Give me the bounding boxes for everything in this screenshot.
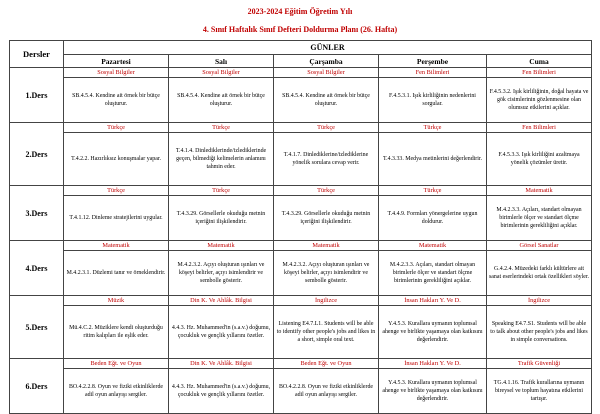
day-header-pazartesi: Pazartesi xyxy=(64,55,169,68)
gunler-header: GÜNLER xyxy=(64,41,592,55)
objective-text: TG.4.1.16. Trafik kurallarına uymanın bireysel ve toplum hayatına etkilerini tartışır. xyxy=(493,380,585,402)
objective-text: Speaking E4.7.S1. Students will be able to talk about other people's jobs and likes in simple conversations. xyxy=(490,321,588,343)
subject-name: Fen Bilimleri xyxy=(487,68,592,78)
objective-cell xyxy=(274,78,379,123)
lesson-row xyxy=(10,186,592,196)
lesson-content-row xyxy=(10,369,592,414)
objective-text: F.4.5.3.3. Işık kirliliğini azaltmaya yönelik çözümler üretir. xyxy=(498,152,580,166)
objective-cell xyxy=(274,133,379,186)
objective-cell xyxy=(64,306,169,359)
subject-name: İngilizce xyxy=(487,296,592,306)
subject-name: Sosyal Bilgiler xyxy=(274,68,379,78)
subject-name: Görsel Sanatlar xyxy=(487,241,592,251)
subject-name: Matematik xyxy=(487,186,592,196)
lesson-content-row xyxy=(10,306,592,359)
objective-cell xyxy=(379,251,487,296)
objective-text: M.4.2.3.2. Açıyı oluşturan ışınları ve köşeyi belirler, açıyı isimlendirir ve sembolle gösterir. xyxy=(177,262,265,284)
objective-cell xyxy=(379,78,487,123)
subject-name: Fen Bilimleri xyxy=(487,123,592,133)
objective-text: M.4.2.3.2. Açıyı oluşturan ışınları ve köşeyi belirler, açıyı isimlendirir ve sembolle gösterir. xyxy=(282,262,370,284)
objective-text: T.4.1.7. Dinlediklerine/izlediklerine yönelik sorulara cevap verir. xyxy=(283,152,369,166)
lesson-number-label: 2.Ders xyxy=(10,123,64,186)
lesson-row xyxy=(10,68,592,78)
objective-cell xyxy=(274,369,379,414)
objective-cell xyxy=(64,369,169,414)
subject-name: Matematik xyxy=(169,241,274,251)
objective-text: SB.4.5.4. Kendine ait örnek bir bütçe oluşturur. xyxy=(177,93,265,107)
objective-cell xyxy=(169,369,274,414)
subject-name: İnsan Hakları Y. Ve D. xyxy=(379,296,487,306)
day-header-carsamba: Çarşamba xyxy=(274,55,379,68)
weekly-plan-table xyxy=(9,40,592,414)
subject-name: Beden Eğt. ve Oyun xyxy=(64,359,169,369)
subject-name: Türkçe xyxy=(379,186,487,196)
objective-cell xyxy=(379,196,487,241)
lesson-row xyxy=(10,359,592,369)
objective-cell xyxy=(379,306,487,359)
objective-text: BO.4.2.2.8. Oyun ve fiziki etkinliklerde adil oyun anlayışı sergiler. xyxy=(68,384,164,398)
objective-text: Mü.4.C.2. Müziklere kendi oluşturduğu ritim kalıpları ile eşlik eder. xyxy=(69,325,163,339)
objective-text: M.4.2.3.1. Düzlemi tanır ve örneklendirir. xyxy=(66,270,166,276)
lesson-row xyxy=(10,241,592,251)
subject-name: Müzik xyxy=(64,296,169,306)
title-year: 2023-2024 Eğitim Öğretim Yılı xyxy=(247,7,353,16)
objective-text: T.4.3.33. Medya metinlerini değerlendirir. xyxy=(382,156,483,162)
plan-body xyxy=(10,68,592,414)
objective-cell xyxy=(169,306,274,359)
subject-name: Din K. Ve Ahlâk. Bilgisi xyxy=(169,296,274,306)
lesson-content-row xyxy=(10,196,592,241)
objective-cell xyxy=(64,196,169,241)
objective-cell xyxy=(487,306,592,359)
subject-name: Türkçe xyxy=(274,123,379,133)
title-plan: 4. Sınıf Haftalık Sınıf Defteri Doldurma Planı (26. Hafta) xyxy=(202,25,398,34)
objective-cell xyxy=(169,251,274,296)
objective-cell xyxy=(274,196,379,241)
objective-text: 4.4.3. Hz. Muhammed'in (s.a.v.) doğumu, çocukluk ve gençlik yıllarını özetler. xyxy=(171,325,271,339)
objective-text: BO.4.2.2.8. Oyun ve fiziki etkinliklerde adil oyun anlayışı sergiler. xyxy=(278,384,374,398)
objective-cell xyxy=(169,133,274,186)
day-header-sali: Salı xyxy=(169,55,274,68)
objective-text: Y.4.5.3. Kurallara uymanın toplumsal ahenge ve birlikte yaşamaya olan katkısını değerlendirir. xyxy=(382,321,483,343)
subject-name: Türkçe xyxy=(169,186,274,196)
objective-text: F.4.5.3.1. Işık kirliliğinin nedenlerini sorgular. xyxy=(389,93,476,107)
subject-name: Matematik xyxy=(274,241,379,251)
subject-name: Türkçe xyxy=(169,123,274,133)
objective-text: Listening E4.7.L1. Students will be able to identify other people's jobs and likes in a short, simple oral text. xyxy=(276,321,376,343)
objective-text: T.4.2.2. Hazırlıksız konuşmalar yapar. xyxy=(71,156,161,162)
subject-name: Trafik Güvenliği xyxy=(487,359,592,369)
objective-text: T.4.3.29. Görsellerle okuduğu metnin içeriğini ilişkilendirir. xyxy=(281,211,371,225)
objective-cell xyxy=(487,133,592,186)
objective-text: T.4.1.12. Dinleme stratejilerini uygular. xyxy=(69,215,163,221)
objective-cell xyxy=(487,369,592,414)
objective-cell xyxy=(64,251,169,296)
objective-text: M.4.2.3.3. Açıları, standart olmayan birimlerle ölçer ve standart ölçme birimlerinin gerekliliğini açıklar. xyxy=(389,262,476,284)
objective-cell xyxy=(169,196,274,241)
subject-name: Matematik xyxy=(64,241,169,251)
objective-text: G.4.2.4. Müzedeki farklı kültürlere ait sanat eserlerindeki ortak özellikleri söyler. xyxy=(489,266,589,280)
objective-text: SB.4.5.4. Kendine ait örnek bir bütçe oluşturur. xyxy=(72,93,160,107)
subject-name: Türkçe xyxy=(379,123,487,133)
day-header-cuma: Cuma xyxy=(487,55,592,68)
lesson-number-label: 3.Ders xyxy=(10,186,64,241)
subject-name: Din K. Ve Ahlâk. Bilgisi xyxy=(169,359,274,369)
objective-text: F.4.5.3.2. Işık kirliliğinin, doğal hayata ve gök cisimlerinin gözlenmesine olan olumsuz etkilerini açıklar. xyxy=(489,89,589,111)
objective-cell xyxy=(64,78,169,123)
lesson-row xyxy=(10,296,592,306)
objective-text: M.4.2.3.3. Açıları, standart olmayan birimlerle ölçer ve standart ölçme birimlerinin gerekliliğini açıklar. xyxy=(496,207,582,229)
subject-name: Fen Bilimleri xyxy=(379,68,487,78)
lesson-content-row xyxy=(10,251,592,296)
subject-name: Sosyal Bilgiler xyxy=(169,68,274,78)
objective-text: Y.4.5.3. Kurallara uymanın toplumsal ahenge ve birlikte yaşamaya olan katkısını değerlendirir. xyxy=(382,380,483,402)
lesson-content-row xyxy=(10,78,592,123)
lesson-number-label: 6.Ders xyxy=(10,359,64,414)
lesson-number-label: 1.Ders xyxy=(10,68,64,123)
objective-cell xyxy=(274,251,379,296)
subject-name: Türkçe xyxy=(64,186,169,196)
subject-name: Türkçe xyxy=(64,123,169,133)
lesson-row xyxy=(10,123,592,133)
dersler-header: Dersler xyxy=(10,41,64,68)
objective-cell xyxy=(487,78,592,123)
subject-name: Beden Eğt. ve Oyun xyxy=(274,359,379,369)
lesson-number-label: 4.Ders xyxy=(10,241,64,296)
objective-cell xyxy=(379,133,487,186)
objective-text: SB.4.5.4. Kendine ait örnek bir bütçe oluşturur. xyxy=(282,93,370,107)
subject-name: Matematik xyxy=(379,241,487,251)
objective-cell xyxy=(487,196,592,241)
lesson-content-row xyxy=(10,133,592,186)
objective-cell xyxy=(379,369,487,414)
subject-name: İngilizce xyxy=(274,296,379,306)
objective-text: 4.4.3. Hz. Muhammed'in (s.a.v.) doğumu, çocukluk ve gençlik yıllarını özetler. xyxy=(171,384,271,398)
objective-text: T.4.1.4. Dinlediklerinde/izlediklerinde geçen, bilmediği kelimelerin anlamını tahmin eder. xyxy=(175,148,267,170)
objective-cell xyxy=(64,133,169,186)
objective-cell xyxy=(487,251,592,296)
subject-name: Sosyal Bilgiler xyxy=(64,68,169,78)
lesson-number-label: 5.Ders xyxy=(10,296,64,359)
objective-text: T.4.4.9. Formları yönergelerine uygun doldurur. xyxy=(387,211,478,225)
subject-name: İnsan Hakları Y. Ve D. xyxy=(379,359,487,369)
objective-cell xyxy=(274,306,379,359)
objective-text: T.4.3.29. Görsellerle okuduğu metnin içeriğini ilişkilendirir. xyxy=(176,211,266,225)
subject-name: Türkçe xyxy=(274,186,379,196)
day-header-persembe: Perşembe xyxy=(379,55,487,68)
objective-cell xyxy=(169,78,274,123)
